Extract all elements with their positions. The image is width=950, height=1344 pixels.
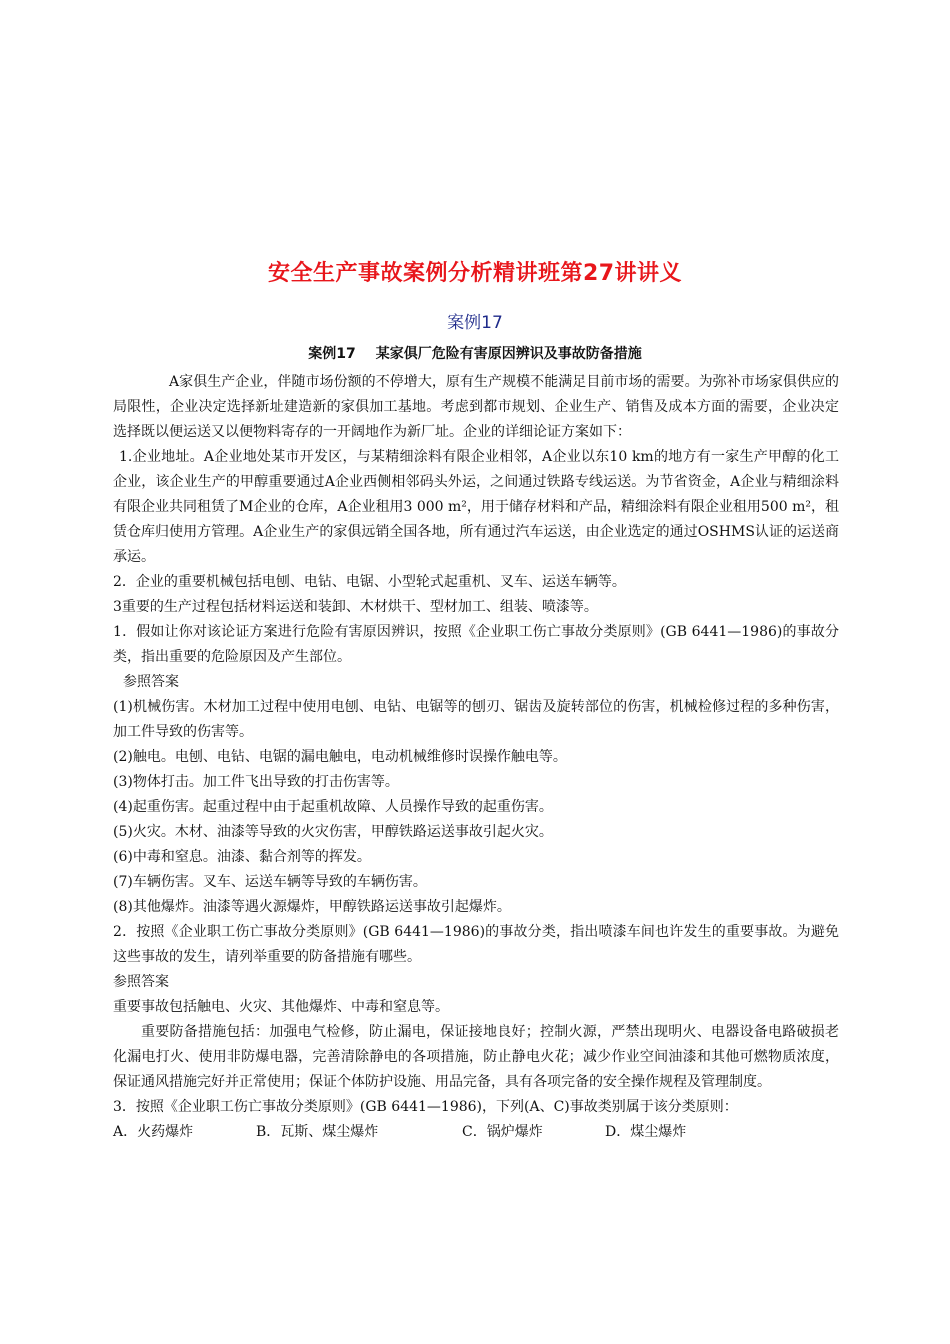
- case-heading-name: 某家俱厂危险有害原因辨识及事故防备措施: [375, 346, 642, 362]
- question-3: 3．按照《企业职工伤亡事故分类原则》(GB 6441—1986)，下列(A、C)事故类别属于该分类原则：: [113, 1099, 738, 1115]
- answer-item: (5)火灾。木材、油漆等导致的火灾伤害，甲醇铁路运送事故引起火灾。: [113, 824, 553, 840]
- item-paragraph: 3重要的生产过程包括材料运送和装卸、木材烘干、型材加工、组装、喷漆等。: [113, 599, 598, 615]
- case-heading: [0, 343, 950, 363]
- option-c: C．锅炉爆炸: [462, 1124, 543, 1140]
- question-2: 2．按照《企业职工伤亡事故分类原则》(GB 6441—1986)的事故分类，指出喷漆车间也许发生的重要事故。为避免这些事故的发生，请列举重要的防备措施有哪些。: [113, 924, 839, 965]
- answer-paragraph: 重要事故包括触电、火灾、其他爆炸、中毒和窒息等。: [113, 999, 449, 1015]
- answer-item: (6)中毒和窒息。油漆、黏合剂等的挥发。: [113, 849, 371, 865]
- intro-paragraph: A家俱生产企业，伴随市场份额的不停增大，原有生产规模不能满足目前市场的需要。为弥补市场家俱供应的局限性，企业决定选择新址建造新的家俱加工基地。考虑到都市规划、企业生产、销售及成本方面的需要，企业决定选择既以便运送又以便物料寄存的一开阔地作为新厂址。企业的详细论证方案如下：: [113, 374, 839, 440]
- answer-item: (1)机械伤害。木材加工过程中使用电刨、电钻、电锯等的刨刃、锯齿及旋转部位的伤害，机械检修过程的多种伤害，加工件导致的伤害等。: [113, 699, 839, 740]
- answer-item: (7)车辆伤害。叉车、运送车辆等导致的车辆伤害。: [113, 874, 427, 890]
- answer-label-1: 参照答案: [123, 674, 179, 690]
- question-1: 1．假如让你对该论证方案进行危险有害原因辨识，按照《企业职工伤亡事故分类原则》(GB 6441—1986)的事故分类，指出重要的危险原因及产生部位。: [113, 624, 839, 665]
- item-paragraph: 1.企业地址。A企业地处某市开发区，与某精细涂料有限企业相邻，A企业以东10 km的地方有一家生产甲醇的化工企业，该企业生产的甲醇重要通过A企业西侧相邻码头外运，之间通过铁路专线运送。为节省资金，A企业与精细涂料有限企业共同租赁了M企业的仓库，A企业租用3 000 m²，用于储存材料和产品，精细涂料有限企业租用500 m²，租赁仓库归使用方管理。A企业生产的家俱远销全国各地，所有通过汽车运送，由企业选定的通过OSHMS认证的运送商承运。: [113, 449, 839, 565]
- document-title: 安全生产事故案例分析精讲班第27讲讲义: [267, 261, 683, 286]
- answer-paragraph: 重要防备措施包括：加强电气检修，防止漏电，保证接地良好；控制火源，严禁出现明火、电器设备电路破损老化漏电打火、使用非防爆电器，完善清除静电的各项措施，防止静电火花；减少作业空间油漆和其他可燃物质浓度，保证通风措施完好并正常使用；保证个体防护设施、用品完备，具有各项完备的安全操作规程及管理制度。: [113, 1024, 839, 1090]
- answer-label-2: 参照答案: [113, 974, 169, 990]
- option-a: A．火药爆炸: [113, 1124, 194, 1140]
- option-b: B．瓦斯、煤尘爆炸: [256, 1124, 379, 1140]
- answer-item: (4)起重伤害。起重过程中由于起重机故障、人员操作导致的起重伤害。: [113, 799, 553, 815]
- answer-item: (3)物体打击。加工件飞出导致的打击伤害等。: [113, 774, 399, 790]
- document-body: [113, 370, 839, 1145]
- answer-item: (8)其他爆炸。油漆等遇火源爆炸，甲醇铁路运送事故引起爆炸。: [113, 899, 511, 915]
- option-d: D．煤尘爆炸: [605, 1124, 687, 1140]
- question-3-options: [113, 1120, 839, 1145]
- item-paragraph: 2．企业的重要机械包括电刨、电钻、电锯、小型轮式起重机、叉车、运送车辆等。: [113, 574, 626, 590]
- case-subtitle: 案例17: [447, 313, 503, 333]
- case-heading-number: 案例17: [308, 346, 356, 362]
- answer-item: (2)触电。电刨、电钻、电锯的漏电触电，电动机械维修时误操作触电等。: [113, 749, 567, 765]
